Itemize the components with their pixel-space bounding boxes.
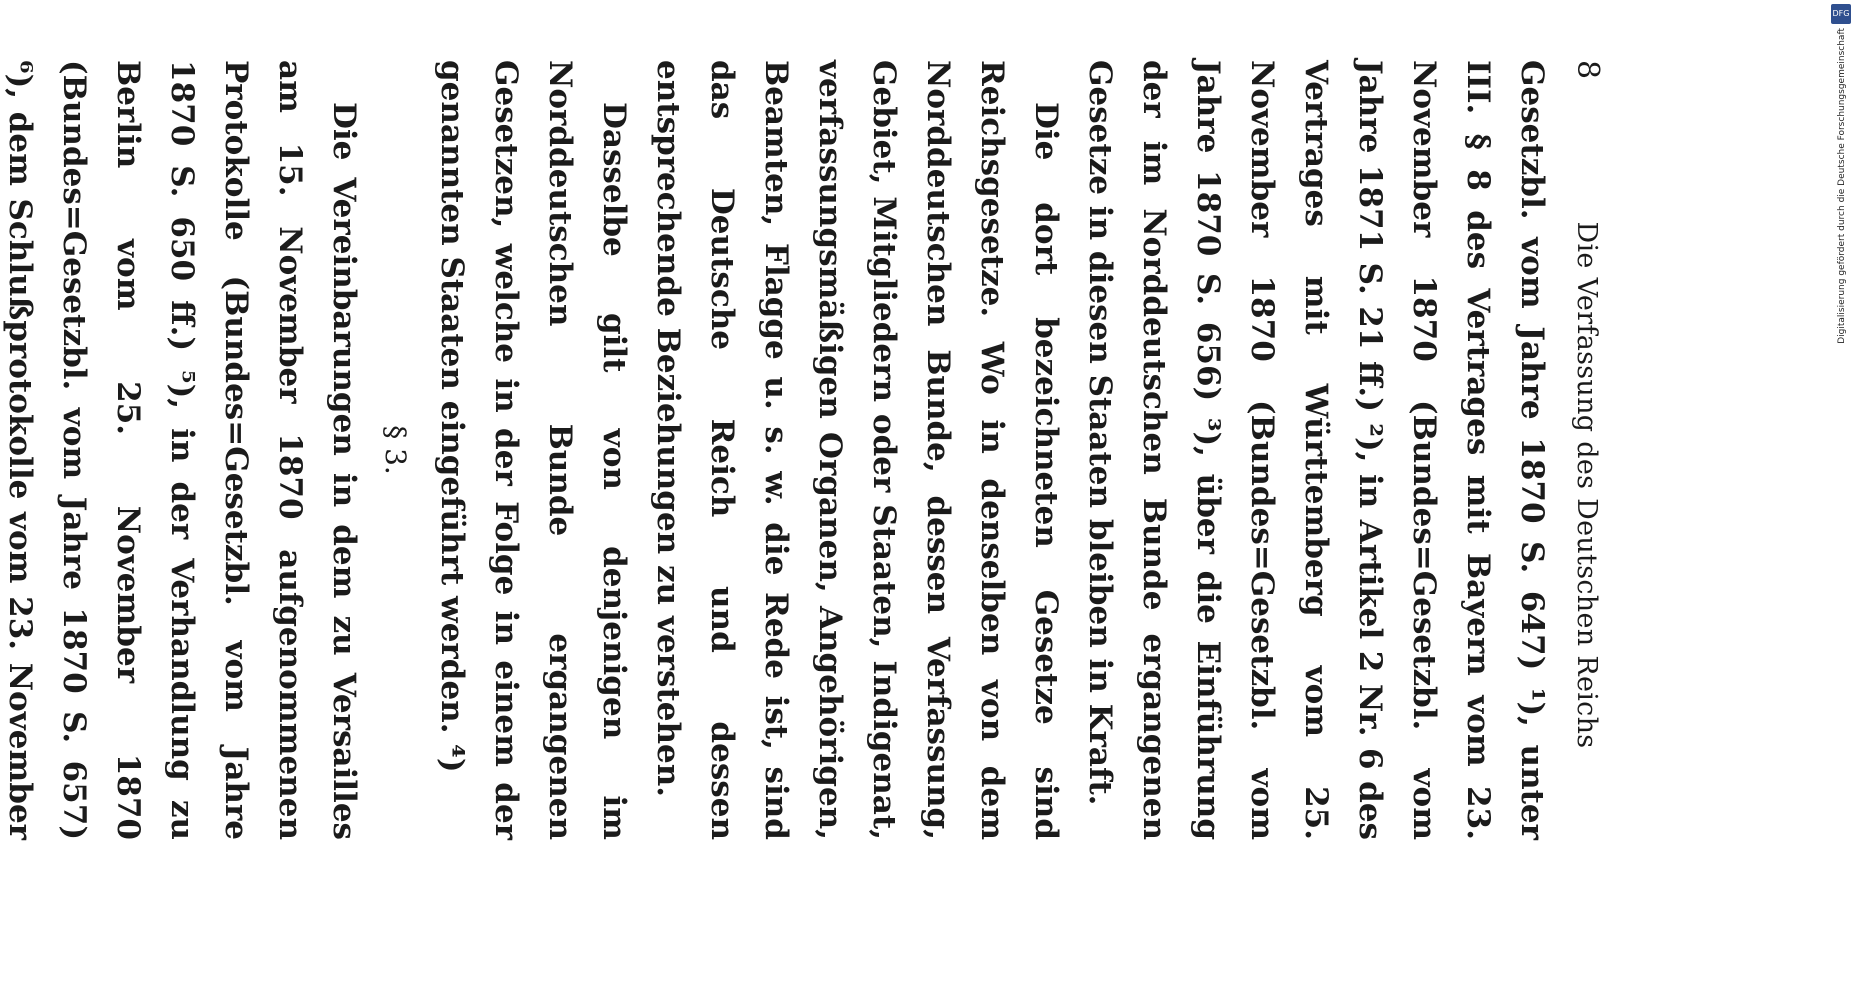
scanned-page bbox=[2, 60, 1605, 840]
digitization-credit: Digitalisierung gefördert durch die Deutsche Forschungsgemeinschaft bbox=[1837, 28, 1847, 344]
page-number: 8 bbox=[1570, 60, 1605, 80]
paragraph-2: Die dort bezeichneten Gesetze sind Reichsgesetze. Wo in denselben von dem Norddeutschen Bunde, dessen Verfassung, Gebiet, Mitgliedern oder Staaten, Indigenat, verfassungsmäßigen Organen, Angehörigen, Beamten, Flagge u. s. w. die Rede ist, sind das Deutsche Reich und dessen entsprechende Beziehungen zu verstehen. bbox=[650, 60, 1064, 840]
digitization-sidebar bbox=[1829, 0, 1853, 1000]
section-paragraph: Die Vereinbarungen in dem zu Versailles am 15. November 1870 aufgenommenen Protokolle (Bundes=Gesetzbl. vom Jahre 1870 S. 650 ff.) ⁵), in der Verhandlung zu Berlin vom 25. November 1870 (Bundes=Gesetzbl. vom Jahre 1870 S. 657) ⁶), dem Schlußprotokolle vom 23. November bbox=[2, 60, 362, 840]
section-heading: § 3. bbox=[379, 425, 412, 475]
dfg-logo-icon: DFG bbox=[1831, 4, 1851, 24]
running-head-title: Die Verfassung des Deutschen Reichs bbox=[1571, 221, 1602, 749]
running-head bbox=[1559, 60, 1605, 840]
page-content bbox=[2, 60, 1605, 840]
paragraph-1: Gesetzbl. vom Jahre 1870 S. 647) ¹), unter III. § 8 des Vertrages mit Bayern vom 23. November 1870 (Bundes=Gesetzbl. vom Jahre 1871 S. 21 ff.) ²), in Artikel 2 Nr. 6 des Vertrages mit Württemberg vom 25. November 1870 (Bundes=Gesetzbl. vom Jahre 1870 S. 656) ³), über die Einführung der im Norddeutschen Bunde ergangenen Gesetze in diesen Staaten bleiben in Kraft. bbox=[1082, 60, 1550, 840]
paragraph-3: Dasselbe gilt von denjenigen im Norddeutschen Bunde ergangenen Gesetzen, welche in der Folge in einem der genannten Staaten eingeführt werden. ⁴) bbox=[434, 60, 632, 840]
